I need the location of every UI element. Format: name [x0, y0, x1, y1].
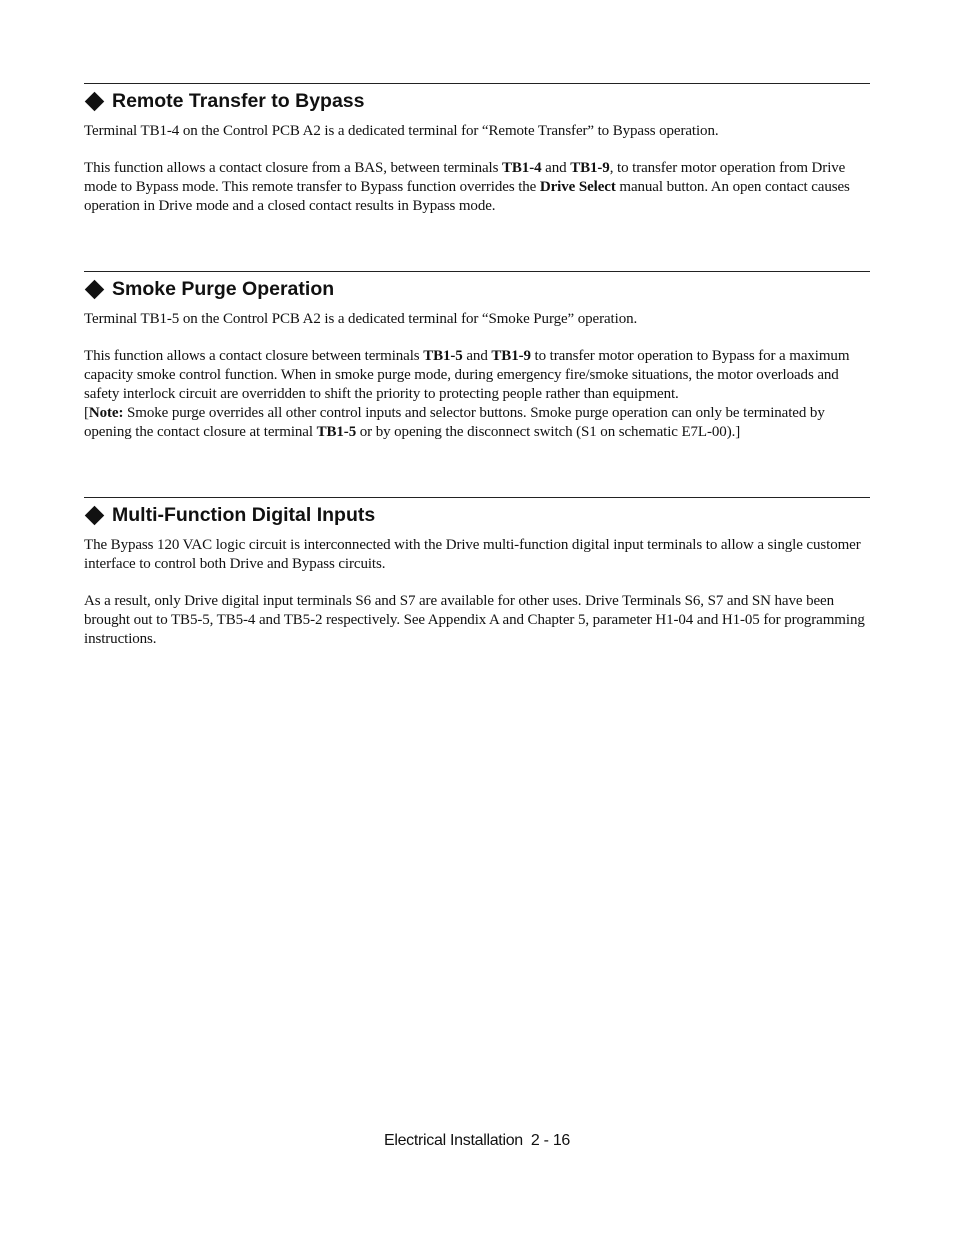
diamond-bullet-icon	[85, 279, 105, 299]
paragraph: The Bypass 120 VAC logic circuit is interconnected with the Drive multi-function digital input terminals to allow a single customer interface to control both Drive and Bypass circuits.	[84, 537, 861, 572]
section-divider	[84, 271, 870, 272]
heading-text: Multi-Function Digital Inputs	[112, 503, 376, 526]
paragraph: Terminal TB1-5 on the Control PCB A2 is a dedicated terminal for “Smoke Purge” operation.	[84, 311, 638, 327]
section-divider	[84, 497, 870, 498]
section-multi-function-inputs	[84, 497, 870, 649]
page-footer	[0, 1132, 954, 1150]
note-paragraph: [Note: Smoke purge overrides all other control inputs and selector buttons. Smoke purge operation can only be terminated by opening the contact closure at terminal TB1-5 or by opening the disconnect switch (S1 on schematic E7L-00).]	[84, 405, 825, 440]
diamond-bullet-icon	[85, 505, 105, 525]
section-heading	[84, 277, 870, 301]
section-smoke-purge	[84, 271, 870, 442]
paragraph: This function allows a contact closure between terminals TB1-5 and TB1-9 to transfer motor operation to Bypass for a maximum capacity smoke control function. When in smoke purge mode, during emergency fire/smoke situations, the motor overloads and safety interlock circuit are overridden to shift the priority to protecting people rather than equipment.	[84, 348, 850, 402]
heading-text: Smoke Purge Operation	[112, 277, 335, 300]
section-heading	[84, 503, 870, 527]
section-remote-transfer	[84, 83, 870, 216]
paragraph: Terminal TB1-4 on the Control PCB A2 is a dedicated terminal for “Remote Transfer” to Bypass operation.	[84, 123, 719, 139]
section-heading	[84, 89, 870, 113]
section-divider	[84, 83, 870, 84]
paragraph: As a result, only Drive digital input terminals S6 and S7 are available for other uses. Drive Terminals S6, S7 and SN have been brought out to TB5-5, TB5-4 and TB5-2 respectively. See Appendix A and Chapter 5, parameter H1-04 and H1-05 for programming instructions.	[84, 593, 865, 647]
page-number: 2 - 16	[530, 1132, 571, 1149]
footer-title: Electrical Installation	[383, 1132, 523, 1149]
diamond-bullet-icon	[85, 91, 105, 111]
paragraph: This function allows a contact closure from a BAS, between terminals TB1-4 and TB1-9, to transfer motor operation from Drive mode to Bypass mode. This remote transfer to Bypass function overrides the Drive Select manual button. An open contact causes operation in Drive mode and a closed contact results in Bypass mode.	[84, 160, 850, 214]
heading-text: Remote Transfer to Bypass	[112, 89, 365, 112]
